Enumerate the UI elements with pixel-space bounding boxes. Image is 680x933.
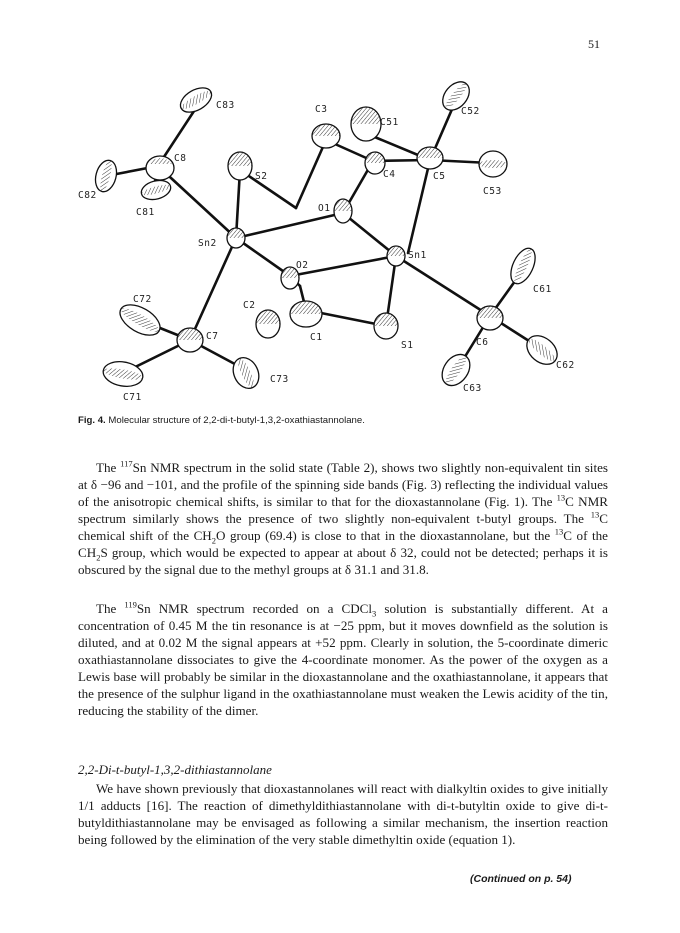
atom-label-c62: C62: [556, 360, 575, 371]
atom-label-c73: C73: [270, 374, 289, 385]
atom-label-sn1: Sn1: [408, 250, 427, 261]
paragraph-tin-nmr-solid: The $^{117}$Sn NMR spectrum in the solid state (Table 2), shows two slightly non-equivalent tin sites at δ −96 and −101, and the profile of the spinning side bands (Fig. 3) reflecting the individual values of the anisotropic chemical shifts, is similar to that for the dioxastannolane (Fig. 1). The $^{13}$C NMR spectrum similarly shows the presence of two slightly non-equivalent t-butyl groups. The $^{13}$C chemical shift of the $CH_2O$ group (69.4) is close to that in the dioxastannolane, but the $^{13}$C of the $CH_2S$ group, which would be expected to appear at about δ 32, could not be detected; perhaps it is obscured by the signal due to the methyl groups at δ 31.1 and 31.8.: [78, 458, 608, 577]
continued-note: (Continued on p. 54): [470, 873, 572, 885]
atom-label-c63: C63: [463, 383, 482, 394]
atom-label-sn2: Sn2: [198, 238, 217, 249]
page-number: 51: [588, 37, 600, 51]
atom-label-c72: C72: [133, 294, 152, 305]
atoms: [92, 78, 563, 393]
figure-caption: [78, 415, 365, 426]
atom-label-c52: C52: [461, 106, 480, 117]
atom-label-c3: C3: [315, 104, 328, 115]
atom-label-c83: C83: [216, 100, 235, 111]
section-heading: 2,2-Di-t-butyl-1,3,2-dithiastannolane: [78, 762, 272, 777]
atom-label-c8: C8: [174, 153, 187, 164]
figure-caption-label: Fig. 4.: [78, 415, 106, 426]
atom-label-c71: C71: [123, 392, 142, 403]
atom-label-c7: C7: [206, 331, 219, 342]
atom-label-c61: C61: [533, 284, 552, 295]
atom-label-c81: C81: [136, 207, 155, 218]
atom-label-c51: C51: [380, 117, 399, 128]
atom-label-s2: S2: [255, 171, 268, 182]
atom-label-c53: C53: [483, 186, 502, 197]
atom-label-c5: C5: [433, 171, 446, 182]
paragraph-tin-nmr-solution: The $^{119}$Sn NMR spectrum recorded on a CDCl$_3$ solution is substantially different. At a concentration of 0.45 M the tin resonance is at −25 ppm, but it moves downfield as the solution is diluted, and at 0.02 M the signal appears at +52 ppm. Clearly in solution, the 5-coordinate dimeric oxathiastannolane dissociates to give the 4-coordinate monomer. As the power of the oxygen as a Lewis base will probably be similar in the dioxastannolane and the oxathiastannolane, it appears that the presence of the sulphur ligand in the oxathiastannolane must weaken the Lewis acidity of the tin, reducing the stability of the dimer.: [78, 599, 608, 718]
molecular-structure-figure: [78, 78, 598, 408]
atom-label-c1: C1: [310, 332, 323, 343]
ortep-diagram: [78, 78, 598, 408]
paragraph-dithiastannolane: We have shown previously that dioxastannolanes will react with dialkyltin oxides to give initially 1/1 adducts [16]. The reaction of dimethyldithiastannolane with di-t-butyltin oxide to give di-t-butyldithiastannolane may be envisaged as following a similar mechanism, the insertion reaction being followed by the elimination of the very stable dimethyltin oxide (equation 1).: [78, 781, 608, 847]
atom-label-c6: C6: [476, 337, 489, 348]
atom-label-o1: O1: [318, 203, 331, 214]
figure-caption-text: Molecular structure of 2,2-di-t-butyl-1,3,2-oxathiastannolane.: [108, 415, 365, 426]
atom-label-o2: O2: [296, 260, 309, 271]
atom-label-c4: C4: [383, 169, 396, 180]
atom-label-s1: S1: [401, 340, 414, 351]
atom-label-c82: C82: [78, 190, 97, 201]
atom-label-c2: C2: [243, 300, 256, 311]
